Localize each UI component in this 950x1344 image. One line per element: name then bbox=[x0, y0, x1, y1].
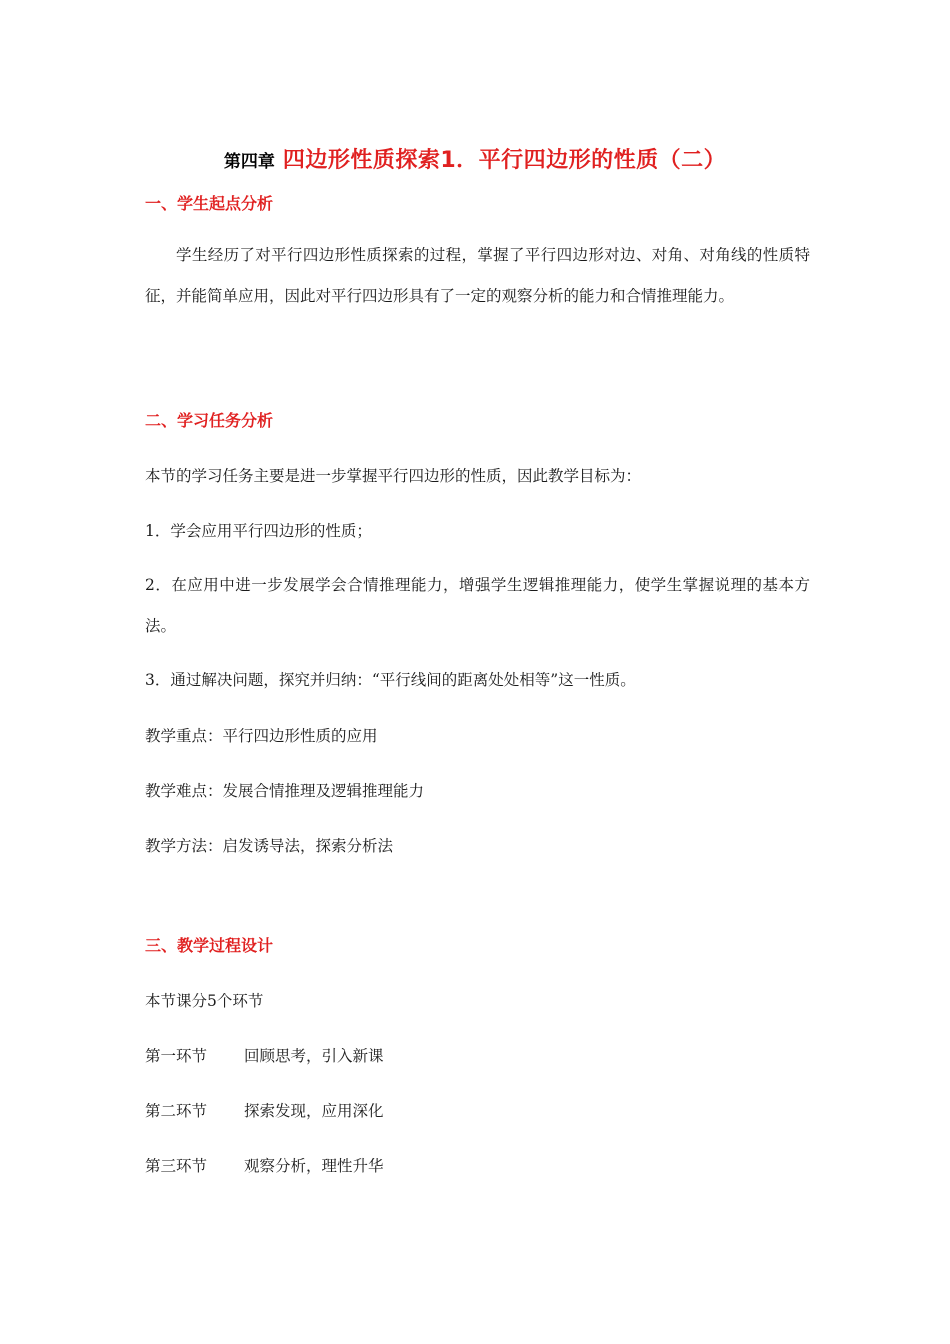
segment-text: 观察分析，理性升华 bbox=[244, 1157, 384, 1175]
section2-intro: 本节的学习任务主要是进一步掌握平行四边形的性质，因此教学目标为： bbox=[145, 467, 642, 485]
segment-row bbox=[145, 1044, 384, 1066]
segment-text: 回顾思考，引入新课 bbox=[244, 1047, 384, 1065]
segment-row bbox=[145, 1099, 384, 1121]
teaching-method: 教学方法：启发诱导法，探索分析法 bbox=[145, 837, 394, 855]
section3-intro: 本节课分5个环节 bbox=[145, 992, 264, 1010]
key-point: 教学重点：平行四边形性质的应用 bbox=[145, 727, 378, 745]
section-heading-1: 一、学生起点分析 bbox=[145, 194, 274, 213]
goal-item-2: 2．在应用中进一步发展学会合情推理能力，增强学生逻辑推理能力，使学生掌握说理的基本方法。 bbox=[145, 576, 810, 635]
segment-label: 第三环节 bbox=[145, 1157, 208, 1175]
segment-label: 第二环节 bbox=[145, 1102, 208, 1120]
section1-paragraph: 学生经历了对平行四边形性质探索的过程，掌握了平行四边形对边、对角、对角线的性质特征，并能简单应用，因此对平行四边形具有了一定的观察分析的能力和合情推理能力。 bbox=[145, 246, 810, 305]
section-heading-3: 三、教学过程设计 bbox=[145, 936, 274, 955]
difficulty: 教学难点：发展合情推理及逻辑推理能力 bbox=[145, 782, 425, 800]
chapter-label: 第四章 bbox=[223, 152, 275, 172]
segment-label: 第一环节 bbox=[145, 1047, 208, 1065]
page-title bbox=[0, 143, 950, 174]
goal-item-3: 3．通过解决问题，探究并归纳：“平行线间的距离处处相等”这一性质。 bbox=[145, 671, 636, 689]
segment-row bbox=[145, 1154, 384, 1176]
goal-item-1: 1．学会应用平行四边形的性质； bbox=[145, 522, 372, 540]
section-heading-2: 二、学习任务分析 bbox=[145, 411, 274, 430]
segment-text: 探索发现，应用深化 bbox=[244, 1102, 384, 1120]
lesson-title: 四边形性质探索1．平行四边形的性质（二） bbox=[282, 148, 727, 173]
